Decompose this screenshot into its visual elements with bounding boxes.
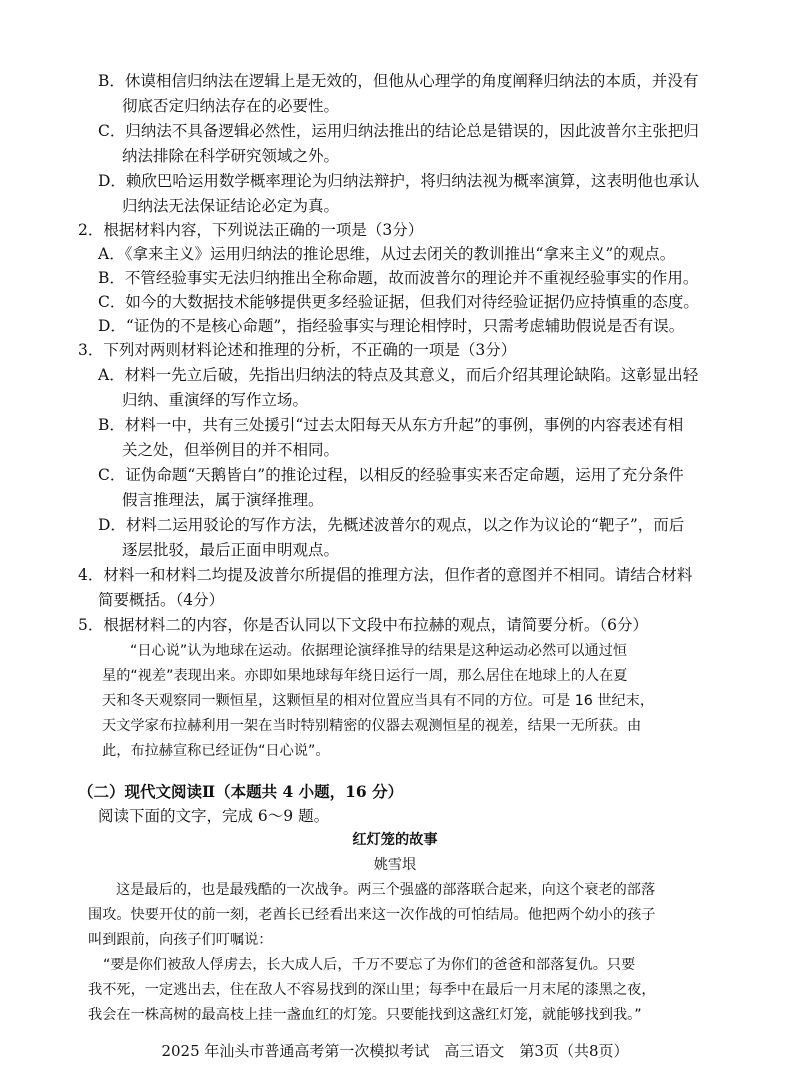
q1-option-c-line2: 纳法排除在科学研究领域之外。 — [122, 147, 340, 165]
story-para2-line3: 我会在一株高树的最高枝上挂一盏血红的灯笼。只要能找到这盏红灯笼，就能够找到我。” — [88, 1007, 642, 1023]
q3-option-d-line2: 逐层批驳，最后正面申明观点。 — [122, 541, 340, 559]
q3-stem: 3．下列对两则材料论述和推理的分析，不正确的一项是（3分） — [78, 341, 517, 359]
q4-line2: 简要概括。（4分） — [98, 591, 225, 609]
page-footer: 2025 年汕头市普通高考第一次模拟考试 高三语文 第3页（共8页） — [161, 1042, 629, 1060]
q1-option-b-line2: 彻底否定归纳法存在的必要性。 — [122, 97, 340, 115]
section-instruction: 阅读下面的文字，完成 6～9 题。 — [98, 807, 330, 825]
q4-line1: 4．材料一和材料二均提及波普尔所提倡的推理方法，但作者的意图并不相同。请结合材料 — [78, 566, 693, 584]
q1-option-d-line2: 归纳法无法保证结论必定为真。 — [122, 197, 340, 215]
q5-stem: 5．根据材料二的内容，你是否认同以下文段中布拉赫的观点，请简要分析。（6分） — [78, 616, 648, 634]
q2-option-b: B．不管经验事实无法归纳推出全称命题，故而波普尔的理论并不重视经验事实的作用。 — [98, 269, 699, 287]
q5-passage-line4: 天文学家布拉赫利用一架在当时特别精密的仪器去观测恒星的视差，结果一无所获。由 — [102, 718, 642, 734]
q2-option-a: A．《拿来主义》运用归纳法的推论思维，从过去闭关的教训推出“拿来主义”的观点。 — [98, 245, 676, 263]
q3-option-a-line1: A．材料一先立后破，先指出归纳法的特点及其意义，而后介绍其理论缺陷。这彰显出轻 — [98, 366, 699, 384]
story-para2-line1: “要是你们被敌人俘虏去，长大成人后，千万不要忘了为你们的爸爸和部落复仇。只要 — [103, 957, 636, 973]
story-title: 红灯笼的故事 — [352, 832, 438, 848]
q2-stem: 2．根据材料内容，下列说法正确的一项是（3分） — [78, 221, 424, 239]
q2-option-c: C．如今的大数据技术能够提供更多经验证据，但我们对待经验证据仍应持慎重的态度。 — [98, 293, 699, 311]
story-para1-line3: 叫到跟前，向孩子们叮嘱说： — [88, 932, 273, 948]
story-author: 姚雪垠 — [373, 857, 417, 873]
q3-option-b-line1: B．材料一中，共有三处援引“过去太阳每天从东方升起”的事例，事例的内容表述有相 — [98, 416, 684, 434]
story-para1-line1: 这是最后的，也是最残酷的一次战争。两三个强盛的部落联合起来，向这个衰老的部落 — [116, 882, 656, 898]
q3-option-d-line1: D．材料二运用驳论的写作方法，先概述波普尔的观点，以之作为议论的“靶子”，而后 — [98, 516, 685, 534]
section-heading: （二）现代文阅读Ⅱ（本题共 4 小题，16 分） — [78, 782, 404, 801]
story-para1-line2: 围攻。快要开仗的前一刻，老酋长已经看出来这一次作战的可怕结局。他把两个幼小的孩子 — [88, 907, 656, 923]
q5-passage-line3: 天和冬天观察同一颗恒星，这颗恒星的相对位置应当具有不同的方位。可是 16 世纪末， — [102, 693, 655, 709]
q1-option-b-line1: B．休谟相信归纳法在逻辑上是无效的，但他从心理学的角度阐释归纳法的本质，并没有 — [98, 72, 699, 90]
q5-passage-line1: “日心说”认为地球在运动。依据理论演绎推导的结果是这种运动必然可以通过恒 — [130, 643, 628, 659]
q3-option-c-line2: 假言推理法，属于演绎推理。 — [122, 491, 324, 509]
q2-option-d: D．“证伪的不是核心命题”，指经验事实与理论相悖时，只需考虑辅助假说是否有误。 — [98, 317, 685, 335]
story-para2-line2: 我不死，一定逃出去，住在敌人不容易找到的深山里；每季中在最后一月末尾的漆黑之夜， — [88, 982, 656, 998]
q1-option-d-line1: D．赖欣巴哈运用数学概率理论为归纳法辩护，将归纳法视为概率演算，这表明他也承认 — [98, 172, 700, 190]
q1-option-c-line1: C．归纳法不具备逻辑必然性，运用归纳法推出的结论总是错误的，因此波普尔主张把归 — [98, 122, 699, 140]
q5-passage-line5: 此，布拉赫宣称已经证伪“日心说”。 — [102, 743, 330, 759]
q3-option-a-line2: 归纳、重演绎的写作立场。 — [122, 391, 309, 409]
q3-option-c-line1: C．证伪命题“天鹅皆白”的推论过程，以相反的经验事实来否定命题，运用了充分条件 — [98, 466, 684, 484]
q5-passage-line2: 星的“视差”表现出来。亦即如果地球每年绕日运行一周，那么居住在地球上的人在夏 — [102, 668, 628, 684]
q3-option-b-line2: 关之处，但举例目的并不相同。 — [122, 441, 340, 459]
